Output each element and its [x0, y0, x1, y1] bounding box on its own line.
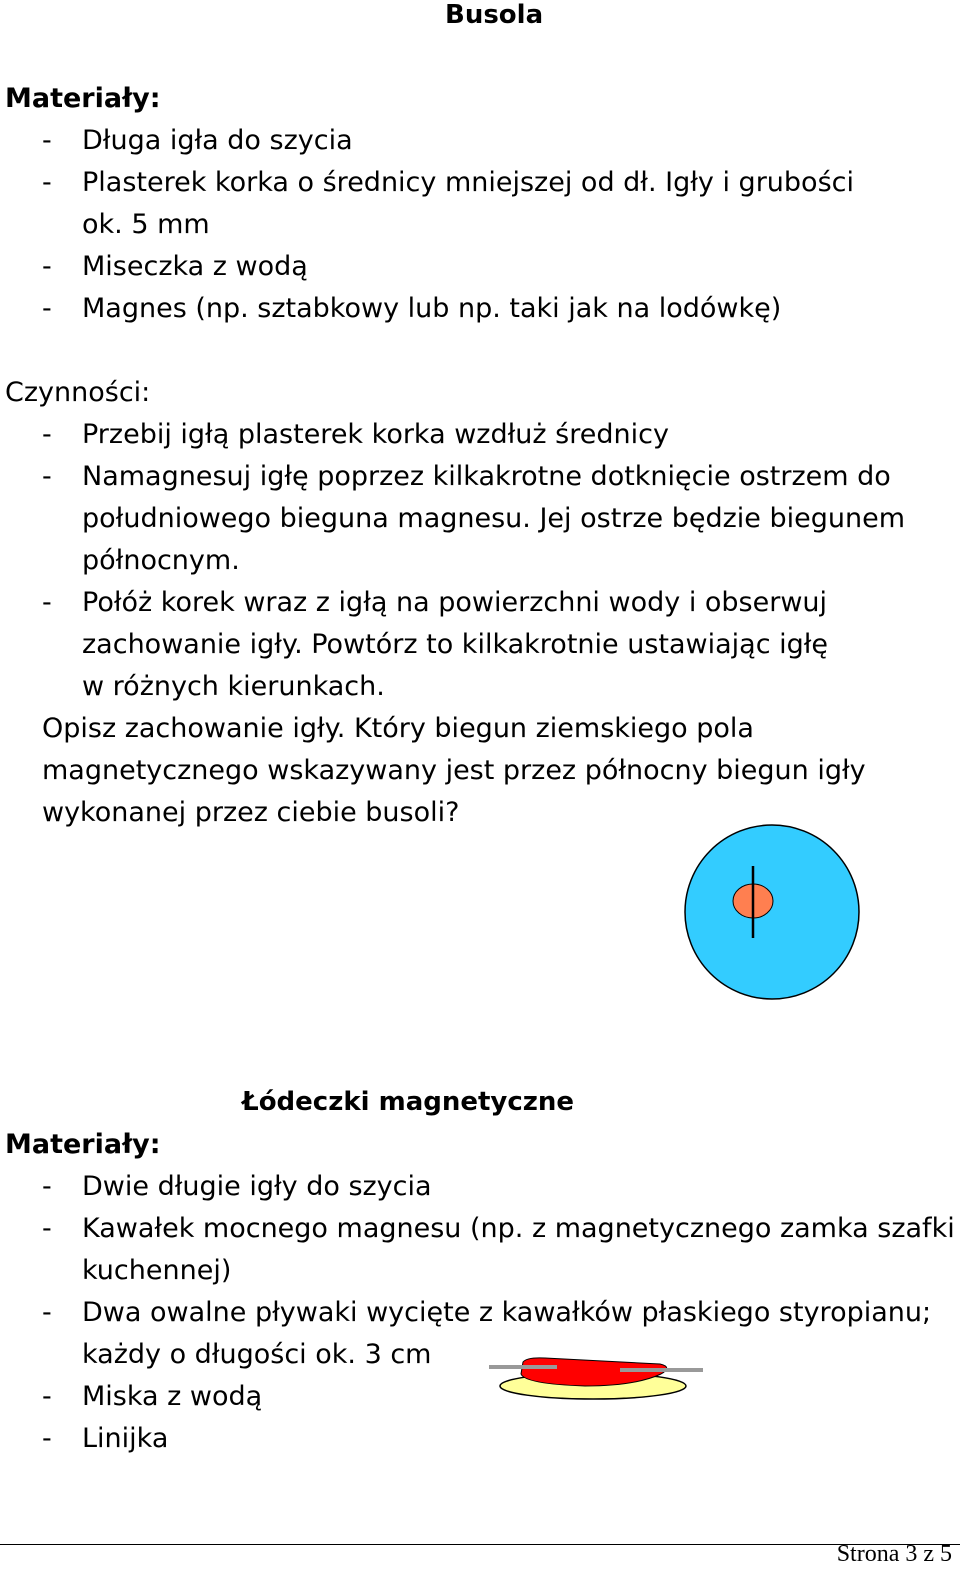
list-item-continued: każdy o długości ok. 3 cm — [82, 1339, 432, 1370]
list-item: Długa igła do szycia — [82, 125, 353, 156]
list-item: Plasterek korka o średnicy mniejszej od dł. Igły i grubości — [82, 167, 854, 198]
list-dash: - — [42, 251, 52, 282]
section-title-lodeczki: Łódeczki magnetyczne — [242, 1087, 575, 1117]
step-item: Przebij igłą plasterek korka wzdłuż średnicy — [82, 419, 669, 450]
magnetic-boat-illustration — [485, 1352, 710, 1407]
list-item-continued: ok. 5 mm — [82, 209, 210, 240]
step-item-continued: południowego bieguna magnesu. Jej ostrze będzie biegunem — [82, 503, 906, 534]
list-dash: - — [42, 167, 52, 198]
steps-heading: Czynności: — [5, 377, 151, 408]
list-dash: - — [42, 1213, 52, 1244]
materials-heading: Materiały: — [5, 1129, 161, 1160]
step-item-continued: w różnych kierunkach. — [82, 671, 385, 702]
step-item-continued: północnym. — [82, 545, 240, 576]
list-item: Magnes (np. sztabkowy lub np. taki jak na lodówkę) — [82, 293, 782, 324]
list-dash: - — [42, 461, 52, 492]
list-item: Dwie długie igły do szycia — [82, 1171, 432, 1202]
list-item: Miseczka z wodą — [82, 251, 308, 282]
question-line: wykonanej przez ciebie busoli? — [42, 797, 460, 828]
list-item: Dwa owalne pływaki wycięte z kawałków płaskiego styropianu; — [82, 1297, 932, 1328]
step-item: Namagnesuj igłę poprzez kilkakrotne dotknięcie ostrzem do — [82, 461, 891, 492]
step-item-continued: zachowanie igły. Powtórz to kilkakrotnie ustawiając igłę — [82, 629, 829, 660]
compass-illustration — [680, 820, 865, 1005]
list-dash: - — [42, 125, 52, 156]
list-dash: - — [42, 1381, 52, 1412]
list-item: Miska z wodą — [82, 1381, 263, 1412]
list-item-continued: kuchennej) — [82, 1255, 232, 1286]
question-line: Opisz zachowanie igły. Który biegun ziemskiego pola — [42, 713, 754, 744]
materials-heading: Materiały: — [5, 83, 161, 114]
page-number: Strona 3 z 5 — [836, 1541, 952, 1567]
list-dash: - — [42, 419, 52, 450]
step-item: Połóż korek wraz z igłą na powierzchni wody i obserwuj — [82, 587, 828, 618]
list-item: Linijka — [82, 1423, 169, 1454]
list-dash: - — [42, 587, 52, 618]
list-item: Kawałek mocnego magnesu (np. z magnetycznego zamka szafki — [82, 1213, 955, 1244]
footer-divider — [0, 1544, 960, 1545]
section-title-busola: Busola — [445, 0, 544, 30]
list-dash: - — [42, 1171, 52, 1202]
list-dash: - — [42, 1423, 52, 1454]
list-dash: - — [42, 293, 52, 324]
list-dash: - — [42, 1297, 52, 1328]
question-line: magnetycznego wskazywany jest przez północny biegun igły — [42, 755, 866, 786]
water-dish-shape — [685, 825, 859, 999]
